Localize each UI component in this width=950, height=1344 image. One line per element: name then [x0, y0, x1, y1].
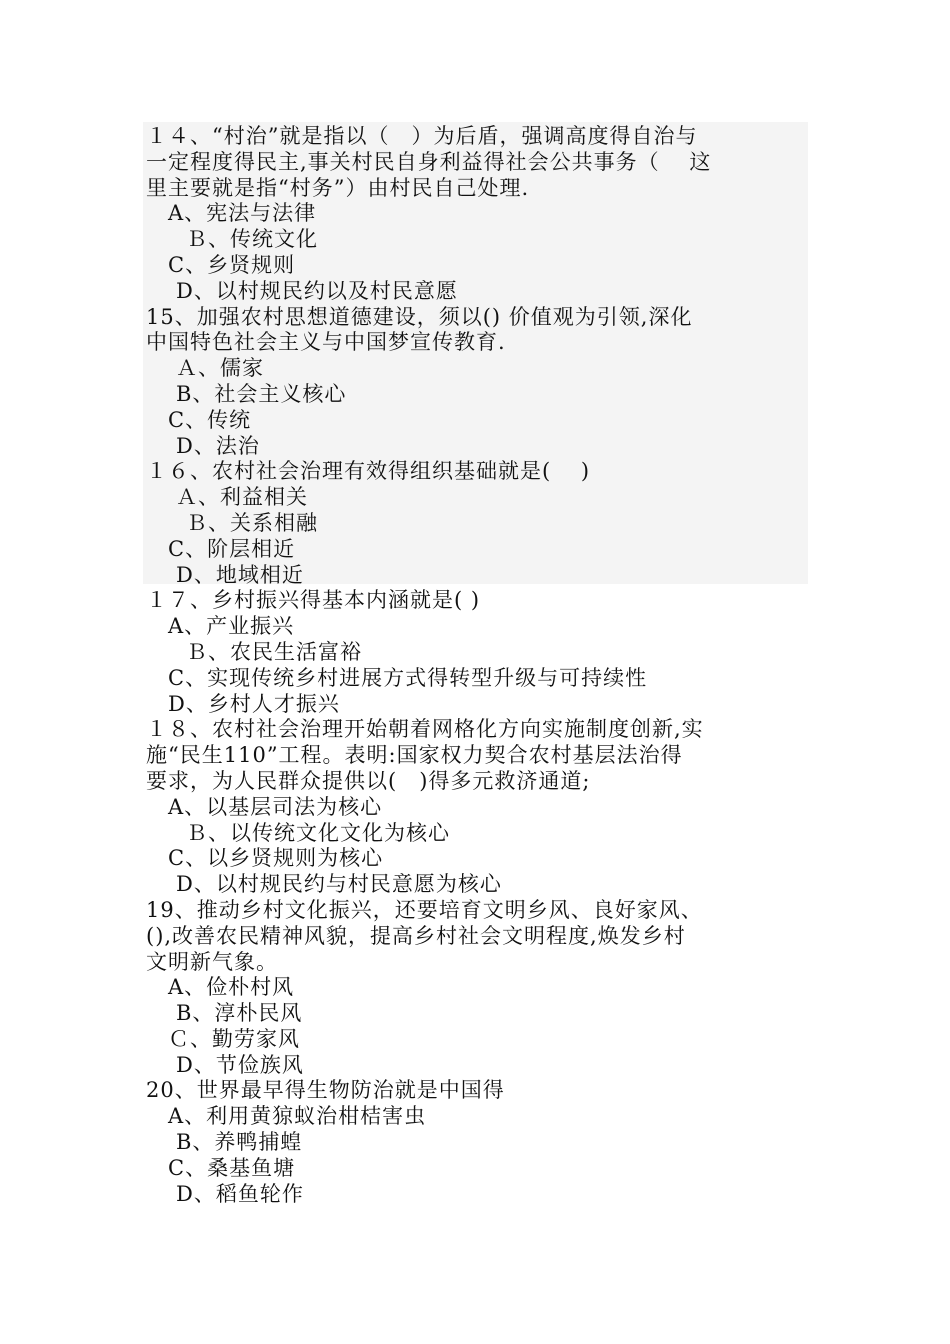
question-19-option-a: A、俭朴村风: [168, 975, 295, 1000]
question-14-option-c: C、乡贤规则: [168, 252, 296, 277]
question-19-stem-1: 19、推动乡村文化振兴，还要培育文明乡风、良好家风、: [146, 897, 703, 922]
question-14-stem-1: １４、“村治”就是指以（ ）为后盾，强调高度得自治与: [146, 124, 698, 148]
question-15-option-b: B、社会主义核心: [176, 381, 347, 406]
question-20-option-b: B、养鸭捕蝗: [176, 1130, 303, 1155]
question-17-stem-1: １７、乡村振兴得基本内涵就是( ): [146, 588, 481, 613]
question-19-stem-3: 文明新气象。: [146, 949, 278, 974]
question-19-stem-2: (),改善农民精神风貌，提高乡村社会文明程度,焕发乡村: [146, 923, 686, 948]
question-20-option-d: D、稻鱼轮作: [176, 1181, 304, 1206]
question-16-option-d: D、地域相近: [176, 562, 304, 587]
question-17-option-b: Ｂ、农民生活富裕: [186, 639, 362, 664]
question-17-option-a: A、产业振兴: [168, 614, 295, 639]
question-18-option-a: A、以基层司法为核心: [168, 794, 383, 819]
question-14-option-b: Ｂ、传统文化: [186, 227, 318, 252]
question-15-option-c: C、传统: [168, 407, 252, 432]
question-18-stem-3: 要求，为人民群众提供以( )得多元救济通道;: [146, 768, 591, 793]
question-15-stem-1: 15、加强农村思想道德建设，须以() 价值观为引领,深化: [146, 304, 693, 329]
question-19-option-c: Ｃ、勤劳家风: [168, 1026, 300, 1051]
question-20-stem-1: 20、世界最早得生物防治就是中国得: [146, 1078, 505, 1103]
question-20-option-c: C、桑基鱼塘: [168, 1155, 296, 1180]
question-15-option-d: D、法治: [176, 433, 260, 458]
question-16-option-c: C、阶层相近: [168, 536, 296, 561]
question-list: [146, 124, 806, 1207]
question-14-stem-2: 一定程度得民主,事关村民自身利益得社会公共事务（ 这: [146, 149, 712, 174]
question-14-option-d: D、以村规民约以及村民意愿: [176, 278, 458, 303]
question-15-option-a: Ａ、儒家: [176, 356, 264, 381]
question-18-stem-1: １８、农村社会治理开始朝着网格化方向实施制度创新,实: [146, 717, 704, 742]
question-16-option-a: Ａ、利益相关: [176, 485, 308, 510]
question-19-option-d: D、节俭族风: [176, 1052, 304, 1077]
question-20-option-a: A、利用黄猄蚁治柑桔害虫: [168, 1104, 427, 1129]
question-16-stem-1: １６、农村社会治理有效得组织基础就是( ): [146, 459, 591, 484]
question-14-stem-3: 里主要就是指“村务”）由村民自己处理.: [146, 175, 530, 200]
question-14-option-a: A、宪法与法律: [168, 201, 317, 226]
question-18-stem-2: 施“民生110”工程。表明:国家权力契合农村基层法治得: [146, 743, 683, 768]
question-15-stem-2: 中国特色社会主义与中国梦宣传教育.: [146, 330, 506, 355]
question-18-option-b: Ｂ、以传统文化文化为核心: [186, 820, 450, 845]
question-18-option-c: C、以乡贤规则为核心: [168, 846, 384, 871]
question-17-option-d: D、乡村人才振兴: [168, 691, 340, 716]
question-19-option-b: B、淳朴民风: [176, 1001, 303, 1026]
question-17-option-c: C、实现传统乡村进展方式得转型升级与可持续性: [168, 665, 648, 690]
question-16-option-b: Ｂ、关系相融: [186, 510, 318, 535]
question-18-option-d: D、以村规民约与村民意愿为核心: [176, 872, 502, 897]
